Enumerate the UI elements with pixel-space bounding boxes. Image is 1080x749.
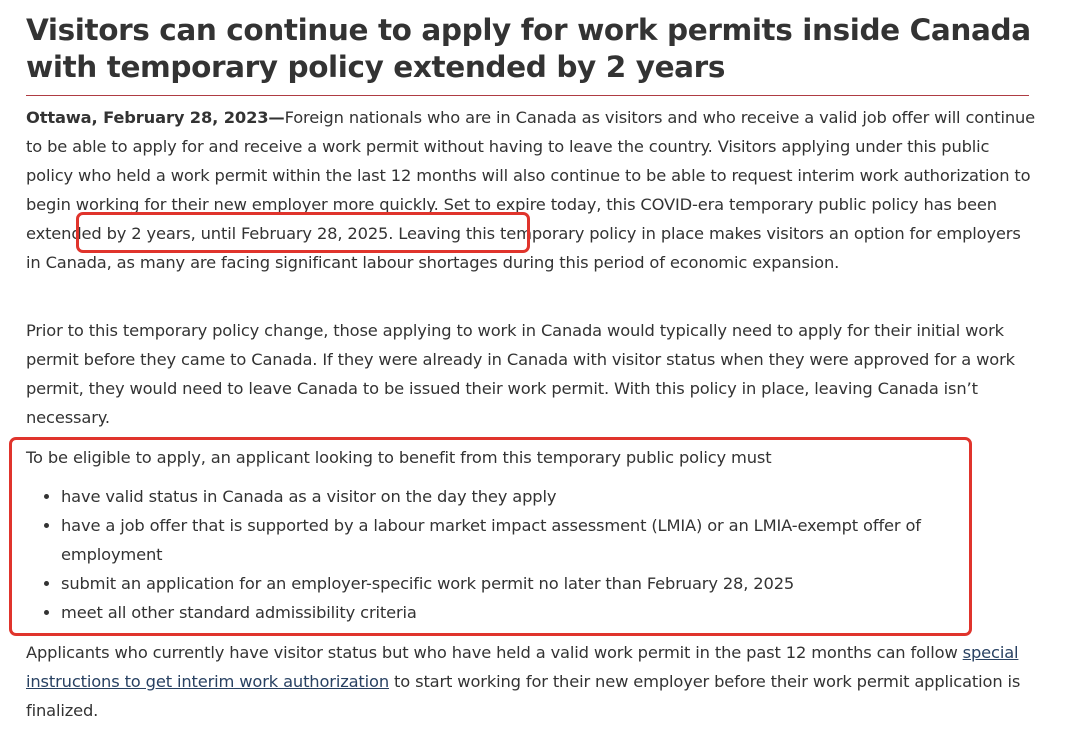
list-item: • submit an application for an employer-specific work permit no later than February 28, 2025 <box>61 569 966 598</box>
intro-text-continued: Leaving this temporary policy in place makes visitors an option for employers in Canada, as many are facing significant labour shortages during this period of economic expansion. <box>26 224 1021 273</box>
interim-text: Applicants who currently have visitor status but who have held a valid work permit in the past 12 months can follow <box>26 643 963 662</box>
list-item: • have a job offer that is supported by a labour market impact assessment (LMIA) or an LMIA-exempt offer of employment <box>61 511 966 569</box>
paragraph-interim-authorization <box>26 638 1026 725</box>
interim-authorization-link[interactable]: special instructions to get interim work authorization <box>26 643 1019 692</box>
page-title: Visitors can continue to apply for work permits inside Canada with temporary policy extended by 2 years <box>26 13 1031 84</box>
list-item: • have valid status in Canada as a visitor on the day they apply <box>61 482 966 511</box>
title-underline <box>26 95 1029 96</box>
highlighted-extension-text: has been extended by 2 years, until February 28, 2025. <box>26 195 997 244</box>
interim-text-continued: to start working for their new employer before their work permit application is finalized. <box>26 672 1021 721</box>
list-item: • meet all other standard admissibility criteria <box>61 598 966 627</box>
paragraph-intro <box>26 103 1038 278</box>
eligibility-intro: To be eligible to apply, an applicant looking to benefit from this temporary public policy must <box>26 448 772 467</box>
intro-text: Foreign nationals who are in Canada as visitors and who receive a valid job offer will continue to be able to apply for and receive a work permit without having to leave the country. Visitors applying under this public policy who held a work permit within the last 12 months will also continue to be able to request interim work authorization to begin working for their new employer more quickly. Set to expire today, this COVID-era temporary public policy <box>26 108 1036 215</box>
dateline: Ottawa, February 28, 2023— <box>26 108 285 127</box>
eligibility-list <box>26 482 966 627</box>
paragraph-prior-policy: Prior to this temporary policy change, those applying to work in Canada would typically need to apply for their initial work permit before they came to Canada. If they were already in Canada with visitor status when they were approved for a work permit, they would need to leave Canada to be issued their work permit. With this policy in place, leaving Canada isn’t necessary. <box>26 321 1015 428</box>
